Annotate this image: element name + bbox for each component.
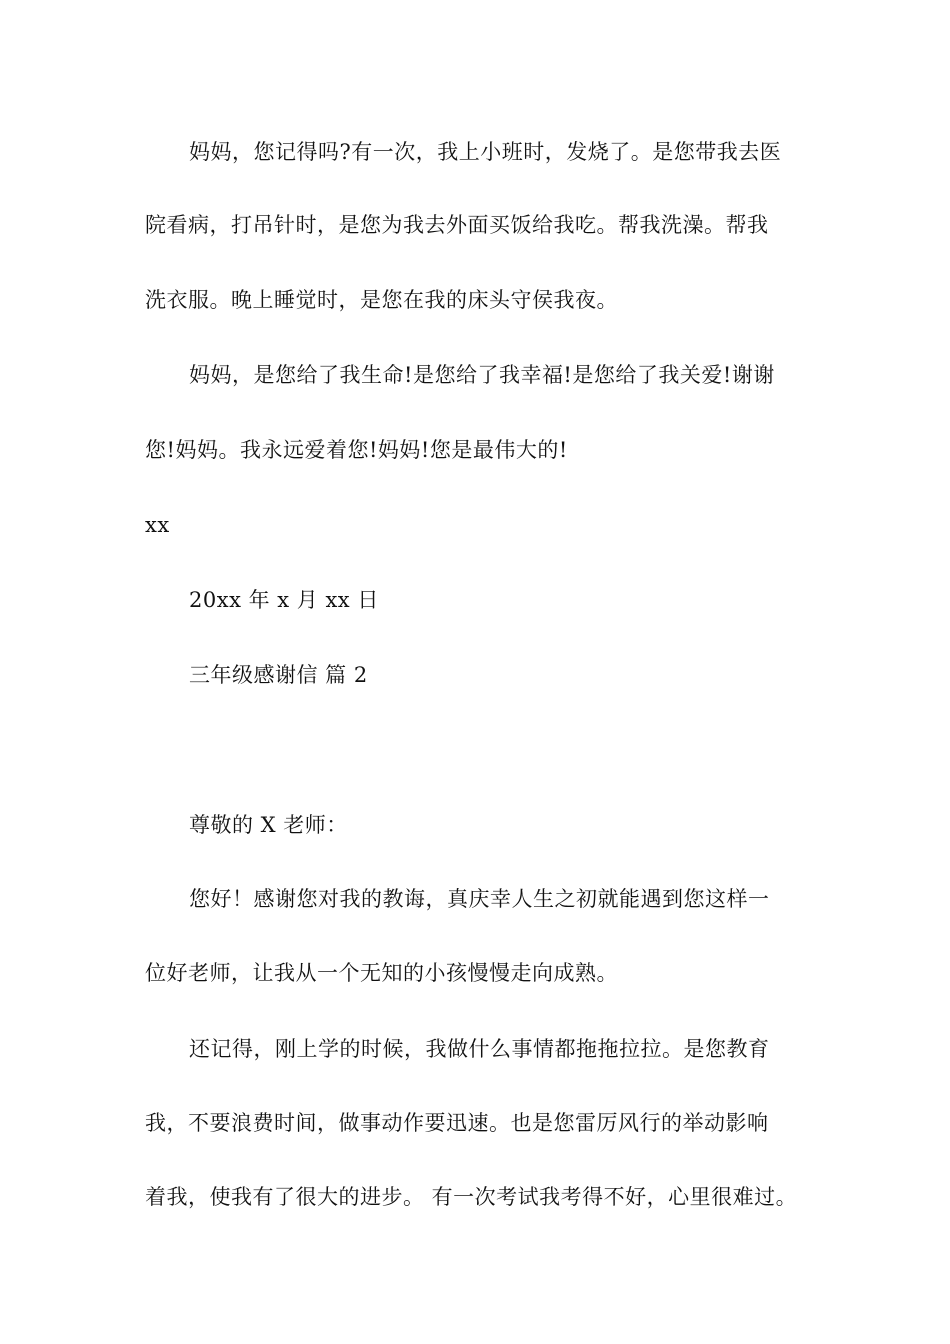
paragraph-line: 妈妈，是您给了我生命!是您给了我幸福!是您给了我关爱!谢谢: [189, 363, 775, 387]
paragraph-line: 洗衣服。晚上睡觉时，是您在我的床头守侯我夜。: [145, 288, 618, 312]
paragraph-line: 着我，使我有了很大的进步。 有一次考试我考得不好，心里很难过。: [145, 1185, 798, 1209]
section-heading: 三年级感谢信 篇 2: [189, 663, 368, 687]
paragraph-line: 妈妈，您记得吗?有一次，我上小班时，发烧了。是您带我去医: [189, 140, 782, 164]
paragraph-line: 还记得，刚上学的时候，我做什么事情都拖拖拉拉。是您教育: [189, 1037, 770, 1061]
signature-date: 20xx 年 x 月 xx 日: [189, 588, 379, 612]
paragraph-line: 您!妈妈。我永远爱着您!妈妈!您是最伟大的!: [145, 438, 568, 462]
letter-salutation: 尊敬的 X 老师：: [189, 813, 348, 837]
paragraph-line: 我，不要浪费时间，做事动作要迅速。也是您雷厉风行的举动影响: [145, 1111, 769, 1135]
signature-name: xx: [145, 513, 170, 537]
paragraph-line: 院看病，打吊针时，是您为我去外面买饭给我吃。帮我洗澡。帮我: [145, 213, 769, 237]
paragraph-line: 您好！感谢您对我的教诲，真庆幸人生之初就能遇到您这样一: [189, 887, 770, 911]
paragraph-line: 位好老师，让我从一个无知的小孩慢慢走向成熟。: [145, 961, 618, 985]
